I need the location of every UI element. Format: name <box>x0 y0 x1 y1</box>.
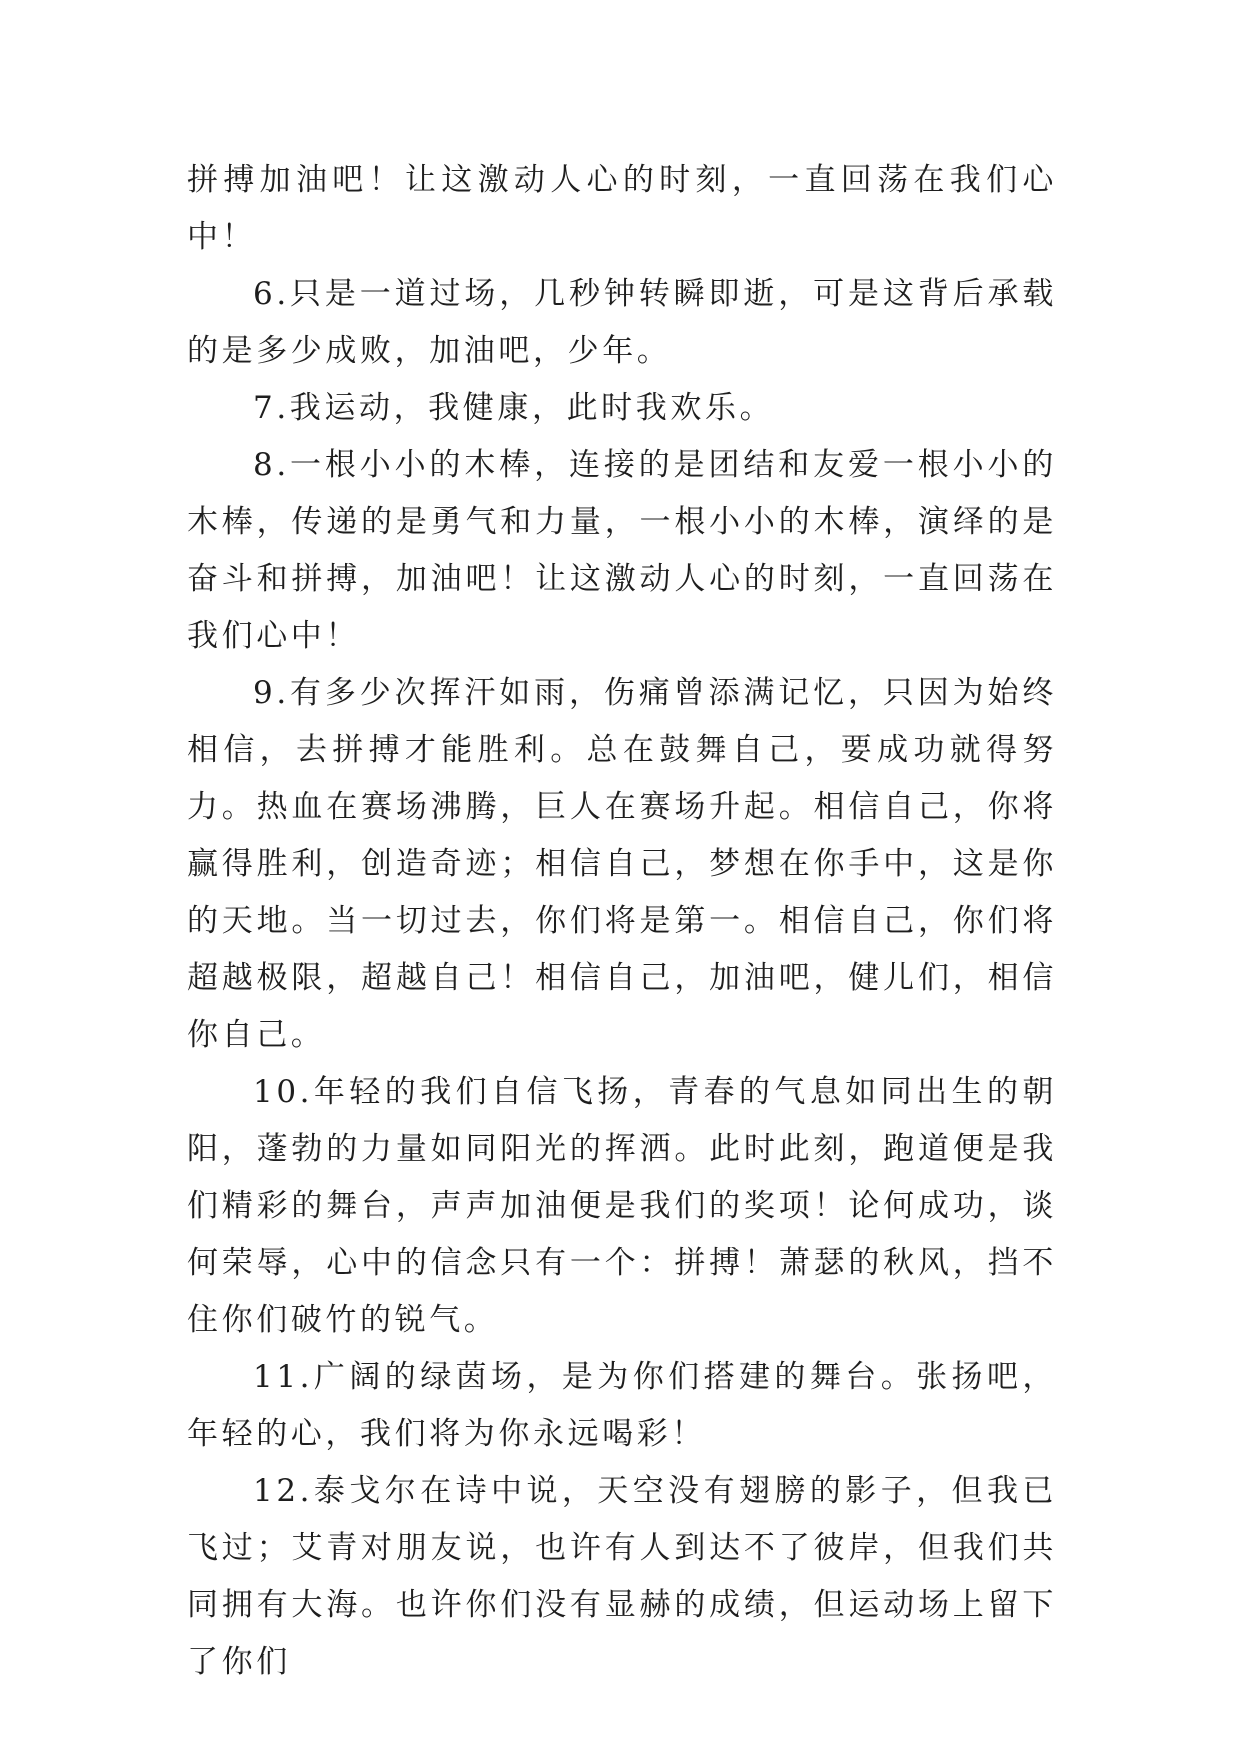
paragraph-item-10: 10.年轻的我们自信飞扬，青春的气息如同出生的朝阳，蓬勃的力量如同阳光的挥洒。此时此刻，跑道便是我们精彩的舞台，声声加油便是我们的奖项！论何成功，谈何荣辱，心中的信念只有一个：拼搏！萧瑟的秋风，挡不住你们破竹的锐气。 <box>187 1074 1057 1338</box>
paragraph-item-7: 7.我运动，我健康，此时我欢乐。 <box>253 390 775 426</box>
paragraph-item-8: 8.一根小小的木棒，连接的是团结和友爱一根小小的木棒，传递的是勇气和力量，一根小小的木棒，演绎的是奋斗和拼搏，加油吧！让这激动人心的时刻，一直回荡在我们心中！ <box>187 447 1057 654</box>
paragraph-item-6: 6.只是一道过场，几秒钟转瞬即逝，可是这背后承载的是多少成败，加油吧，少年。 <box>187 276 1057 369</box>
paragraph-continuation: 拼搏加油吧！让这激动人心的时刻，一直回荡在我们心中！ <box>187 162 1057 255</box>
document-body <box>187 152 1057 1691</box>
paragraph-item-12: 12.泰戈尔在诗中说，天空没有翅膀的影子，但我已飞过；艾青对朋友说，也许有人到达不了彼岸，但我们共同拥有大海。也许你们没有显赫的成绩，但运动场上留下了你们 <box>187 1473 1057 1680</box>
paragraph-item-11: 11.广阔的绿茵场，是为你们搭建的舞台。张扬吧，年轻的心，我们将为你永远喝彩！ <box>187 1359 1057 1452</box>
paragraph-item-9: 9.有多少次挥汗如雨，伤痛曾添满记忆，只因为始终相信，去拼搏才能胜利。总在鼓舞自己，要成功就得努力。热血在赛场沸腾，巨人在赛场升起。相信自己，你将赢得胜利，创造奇迹；相信自己，梦想在你手中，这是你的天地。当一切过去，你们将是第一。相信自己，你们将超越极限，超越自己！相信自己，加油吧，健儿们，相信你自己。 <box>187 675 1057 1053</box>
